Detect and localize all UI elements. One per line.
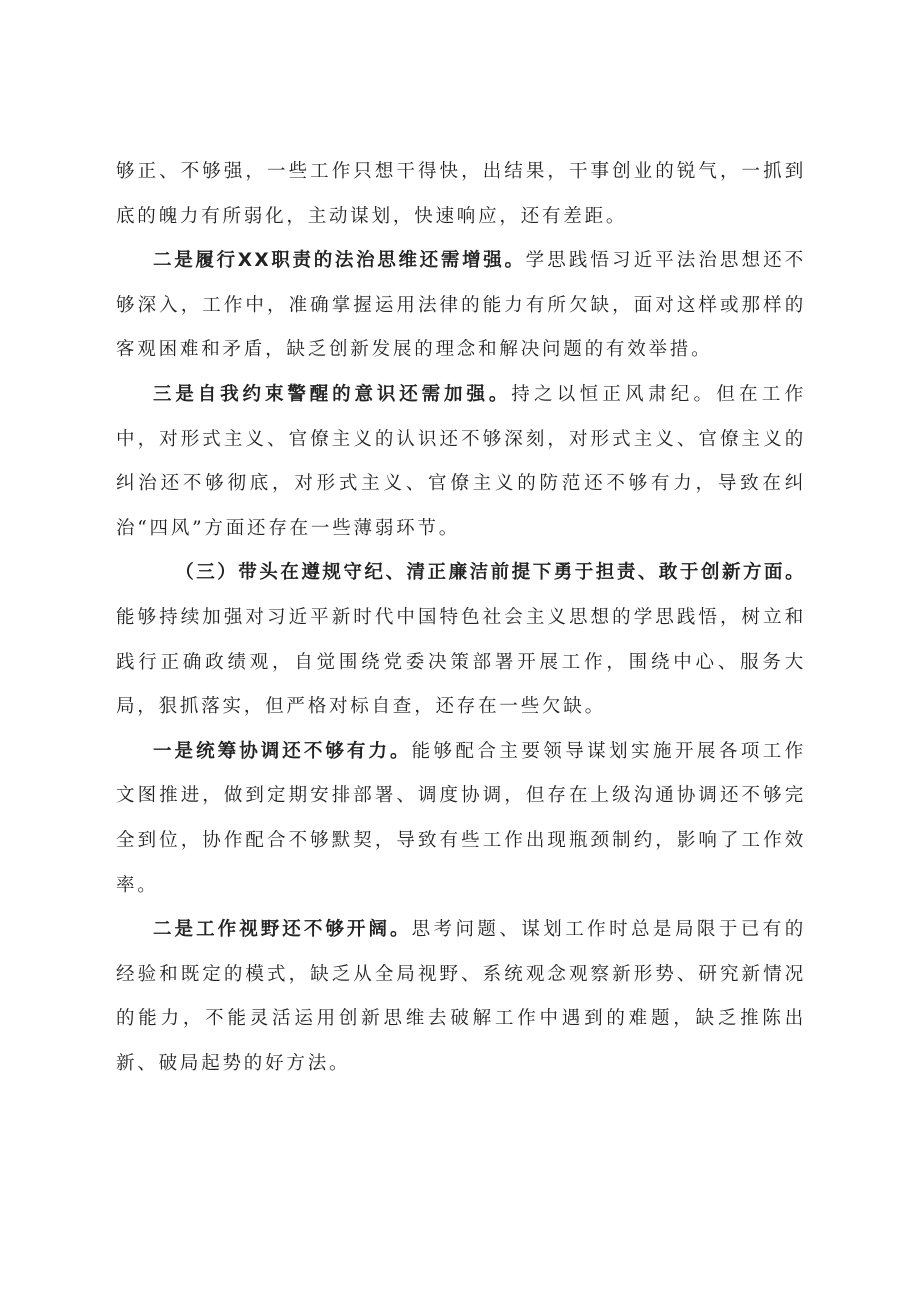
paragraph-continuation <box>116 150 806 239</box>
paragraph-item-1 <box>116 730 806 908</box>
paragraph-body: 能够配合主要领导谋划实施开展各项工作文图推进，做到定期安排部署、调度协调，但存在上级沟通协调还不够完全到位，协作配合不够默契，导致有些工作出现瓶颈制约，影响了工作效率。 <box>116 740 806 896</box>
paragraph-body: 思考问题、谋划工作时总是局限于已有的经验和既定的模式，缺乏从全局视野、系统观念观察新形势、研究新情况的能力，不能灵活运用创新思维去破解工作中遇到的难题，缺乏推陈出新、破局起势的好方法。 <box>116 919 806 1074</box>
paragraph-body: 学思践悟习近平法治思想还不够深入，工作中，准确掌握运用法律的能力有所欠缺，面对这样或那样的客观困难和矛盾，缺乏创新发展的理念和解决问题的有效举措。 <box>116 250 807 361</box>
document-page <box>116 150 806 1086</box>
paragraph-body: 持之以恒正风肃纪。但在工作中，对形式主义、官僚主义的认识还不够深刻，对形式主义、官僚主义的纠治还不够彻底，对形式主义、官僚主义的防范还不够有力，导致在纠治“四风”方面还存在一些薄弱环节。 <box>116 383 807 539</box>
paragraph-body: 够正、不够强，一些工作只想干得快，出结果，干事创业的锐气，一抓到底的魄力有所弱化，主动谋划，快速响应，还有差距。 <box>116 161 806 227</box>
paragraph-item-2 <box>116 239 806 373</box>
paragraph-lead: 三是自我约束警醒的意识还需加强。 <box>153 383 512 405</box>
section-heading-3 <box>116 551 806 729</box>
paragraph-lead: 一是统筹协调还不够有力。 <box>153 740 412 762</box>
paragraph-lead: 二是履行XX职责的法治思维还需增强。 <box>153 250 526 272</box>
paragraph-item-2b <box>116 908 806 1086</box>
paragraph-body: 能够持续加强对习近平新时代中国特色社会主义思想的学思践悟，树立和践行正确政绩观，自觉围绕党委决策部署开展工作，围绕中心、服务大局，狠抓落实，但严格对标自查，还存在一些欠缺。 <box>116 606 806 718</box>
paragraph-lead: 二是工作视野还不够开阔。 <box>153 919 412 941</box>
paragraph-item-3 <box>116 373 806 551</box>
section-heading-lead: （三）带头在遵规守纪、清正廉洁前提下勇于担责、敢于创新方面。 <box>175 562 806 584</box>
